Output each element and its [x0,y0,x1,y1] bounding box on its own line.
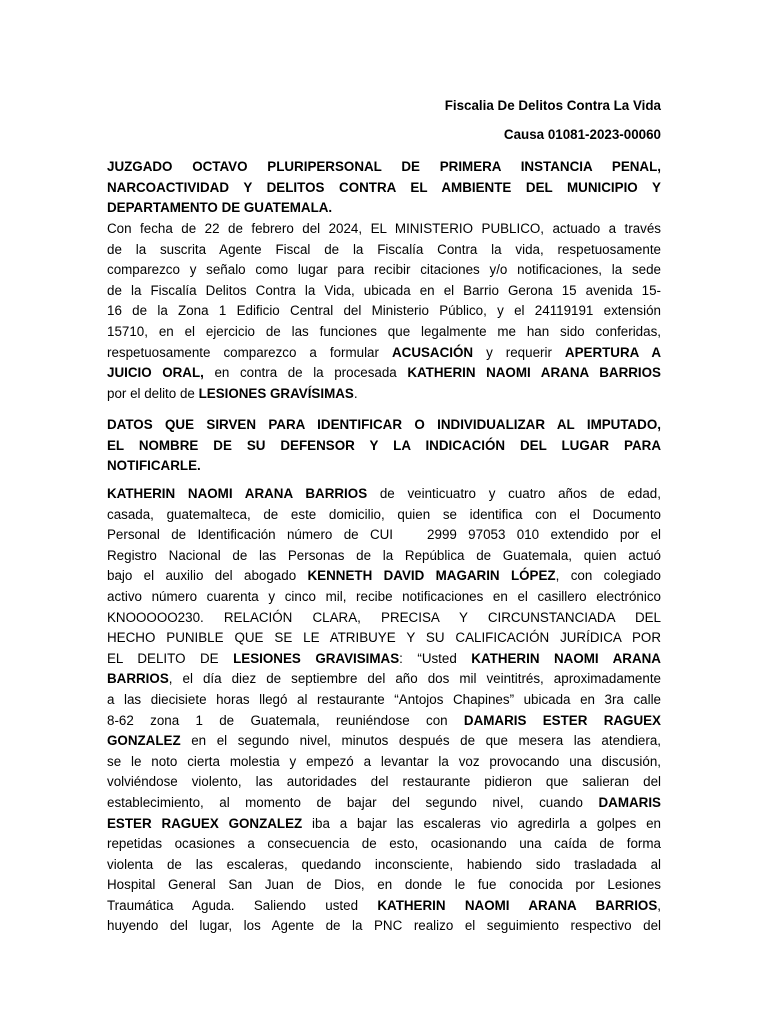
section-heading-line: NOTIFICARLE. [107,458,201,474]
defendant-name: KATHERIN NAOMI ARANA BARRIOS [107,486,368,501]
paragraph-line [107,363,661,384]
paragraph-line [107,649,661,670]
defendant-name: KATHERIN NAOMI ARANA BARRIOS [407,365,661,381]
paragraph-line: comparezco y señalo como lugar para recibir citaciones y/o notificaciones, la sede [107,262,661,278]
trial-term: JUICIO ORAL, [107,365,204,381]
section-heading-line: EL NOMBRE DE SU DEFENSOR Y LA INDICACIÓN DEL LUGAR PARA [107,437,661,453]
paragraph-line: repetidas ocasiones a consecuencia de esto, ocasionando una caída de forma [107,836,661,852]
body-paragraph [107,484,661,937]
paragraph-line: huyendo del lugar, los Agente de la PNC realizo el seguimiento respectivo del [107,918,661,934]
text-run: bajo el auxilio del abogado [107,568,308,584]
paragraph-line: volviéndose violento, las autoridades del restaurante pidieron que salieran del [107,774,661,790]
text-run: , el día diez de septiembre del año dos mil veintitrés, aproximadamente [168,671,661,687]
paragraph-line: Hospital General San Juan de Dios, en donde le fue conocida por Lesiones [107,877,661,893]
text-run: 8-62 zona 1 de Guatemala, reuniéndose con [107,712,464,728]
text-run: y requerir [473,344,565,360]
case-number: Causa 01081-2023-00060 [503,127,661,142]
crime-name: LESIONES GRAVÍSIMAS [198,385,354,401]
victim-name: DAMARIS [598,794,661,810]
text-run: respetuosamente comparezco a formular [107,344,392,360]
section-heading [107,415,661,477]
paragraph-line [107,711,661,732]
lawyer-name: KENNETH DAVID MAGARIN LÓPEZ [307,568,556,584]
paragraph-line: HECHO PUNIBLE QUE SE LE ATRIBUYE Y SU CALIFICACIÓN JURÍDICA POR [107,630,661,646]
paragraph-line [107,731,661,752]
paragraph-line: se le noto cierta molestia y empezó a levantar la voz provocando una discusión, [107,753,661,769]
text-run: : “Usted [399,650,472,666]
text-run: . [353,385,358,401]
paragraph-line [107,384,661,405]
paragraph-line: de la suscrita Agente Fiscal de la Fiscalía Contra la vida, respetuosamente [107,241,661,257]
paragraph-line [107,793,661,814]
paragraph-line [107,484,661,505]
paragraph-line: de la Fiscalía Delitos Contra la Vida, ubicada en el Barrio Gerona 15 avenida 15- [107,282,661,298]
text-run: iba a bajar las escaleras vio agredirla a golpes en [302,815,661,831]
victim-name: GONZALEZ [107,733,181,749]
text-run: , con colegiado [555,568,661,584]
paragraph-line [107,669,661,690]
document-page [107,0,661,1024]
text-run: Traumática Aguda. Saliendo usted [107,897,378,913]
intro-paragraph [107,219,661,404]
text-run: establecimiento, al momento de bajar del segundo nivel, cuando [107,794,599,810]
defendant-name: BARRIOS [107,671,169,687]
text-run: , [657,897,661,913]
paragraph-line: Con fecha de 22 de febrero del 2024, EL MINISTERIO PUBLICO, actuado a través [107,221,661,236]
paragraph-line [107,566,661,587]
text-run: de veinticuatro y cuatro años de edad, [367,486,661,501]
court-heading-line: JUZGADO OCTAVO PLURIPERSONAL DE PRIMERA INSTANCIA PENAL, [107,159,661,174]
office-title: Fiscalia De Delitos Contra La Vida [444,98,661,113]
court-heading [107,157,661,219]
paragraph-line: violenta de las escaleras, quedando inconsciente, habiendo sido trasladada al [107,856,661,872]
accusation-term: ACUSACIÓN [391,344,474,360]
paragraph-line [107,896,661,917]
paragraph-line [107,343,661,364]
crime-name: LESIONES GRAVISIMAS [233,650,400,666]
court-heading-line: DEPARTAMENTO DE GUATEMALA. [107,200,333,216]
paragraph-line: 15710, en el ejercicio de las funciones que legalmente me han sido conferidas, [107,323,661,339]
defendant-name: KATHERIN NAOMI ARANA BARRIOS [377,897,658,913]
paragraph-line: Personal de Identificación número de CUI 2999 97053 010 extendido por el [107,527,661,543]
text-run: en el segundo nivel, minutos después de que mesera las atendiera, [180,733,661,749]
paragraph-line [107,814,661,835]
paragraph-line: activo número cuarenta y cinco mil, recibe notificaciones en el casillero electrónico [107,588,661,604]
victim-name: ESTER RAGUEX GONZALEZ [107,815,303,831]
text-run: por el delito de [107,385,199,401]
victim-name: DAMARIS ESTER RAGUEX [463,712,661,728]
paragraph-line: Registro Nacional de las Personas de la República de Guatemala, quien actuó [107,547,661,563]
trial-term: APERTURA A [564,344,661,360]
paragraph-line: casada, guatemalteca, de este domicilio, quien se identifica con el Documento [107,506,661,522]
court-heading-line: NARCOACTIVIDAD Y DELITOS CONTRA EL AMBIENTE DEL MUNICIPIO Y [107,179,661,195]
section-heading-line: DATOS QUE SIRVEN PARA IDENTIFICAR O INDIVIDUALIZAR AL IMPUTADO, [107,417,661,432]
paragraph-line: 16 de la Zona 1 Edificio Central del Ministerio Público, y el 24119191 extensión [107,303,661,319]
defendant-name: KATHERIN NAOMI ARANA [471,650,661,666]
paragraph-line: KNOOOOO230. RELACIÓN CLARA, PRECISA Y CIRCUNSTANCIADA DEL [107,609,661,625]
text-run: en contra de la procesada [203,365,408,381]
text-run: EL DELITO DE [107,650,234,666]
paragraph-line: a las diecisiete horas llegó al restaurante “Antojos Chapines” ubicada en 3ra calle [107,691,661,707]
